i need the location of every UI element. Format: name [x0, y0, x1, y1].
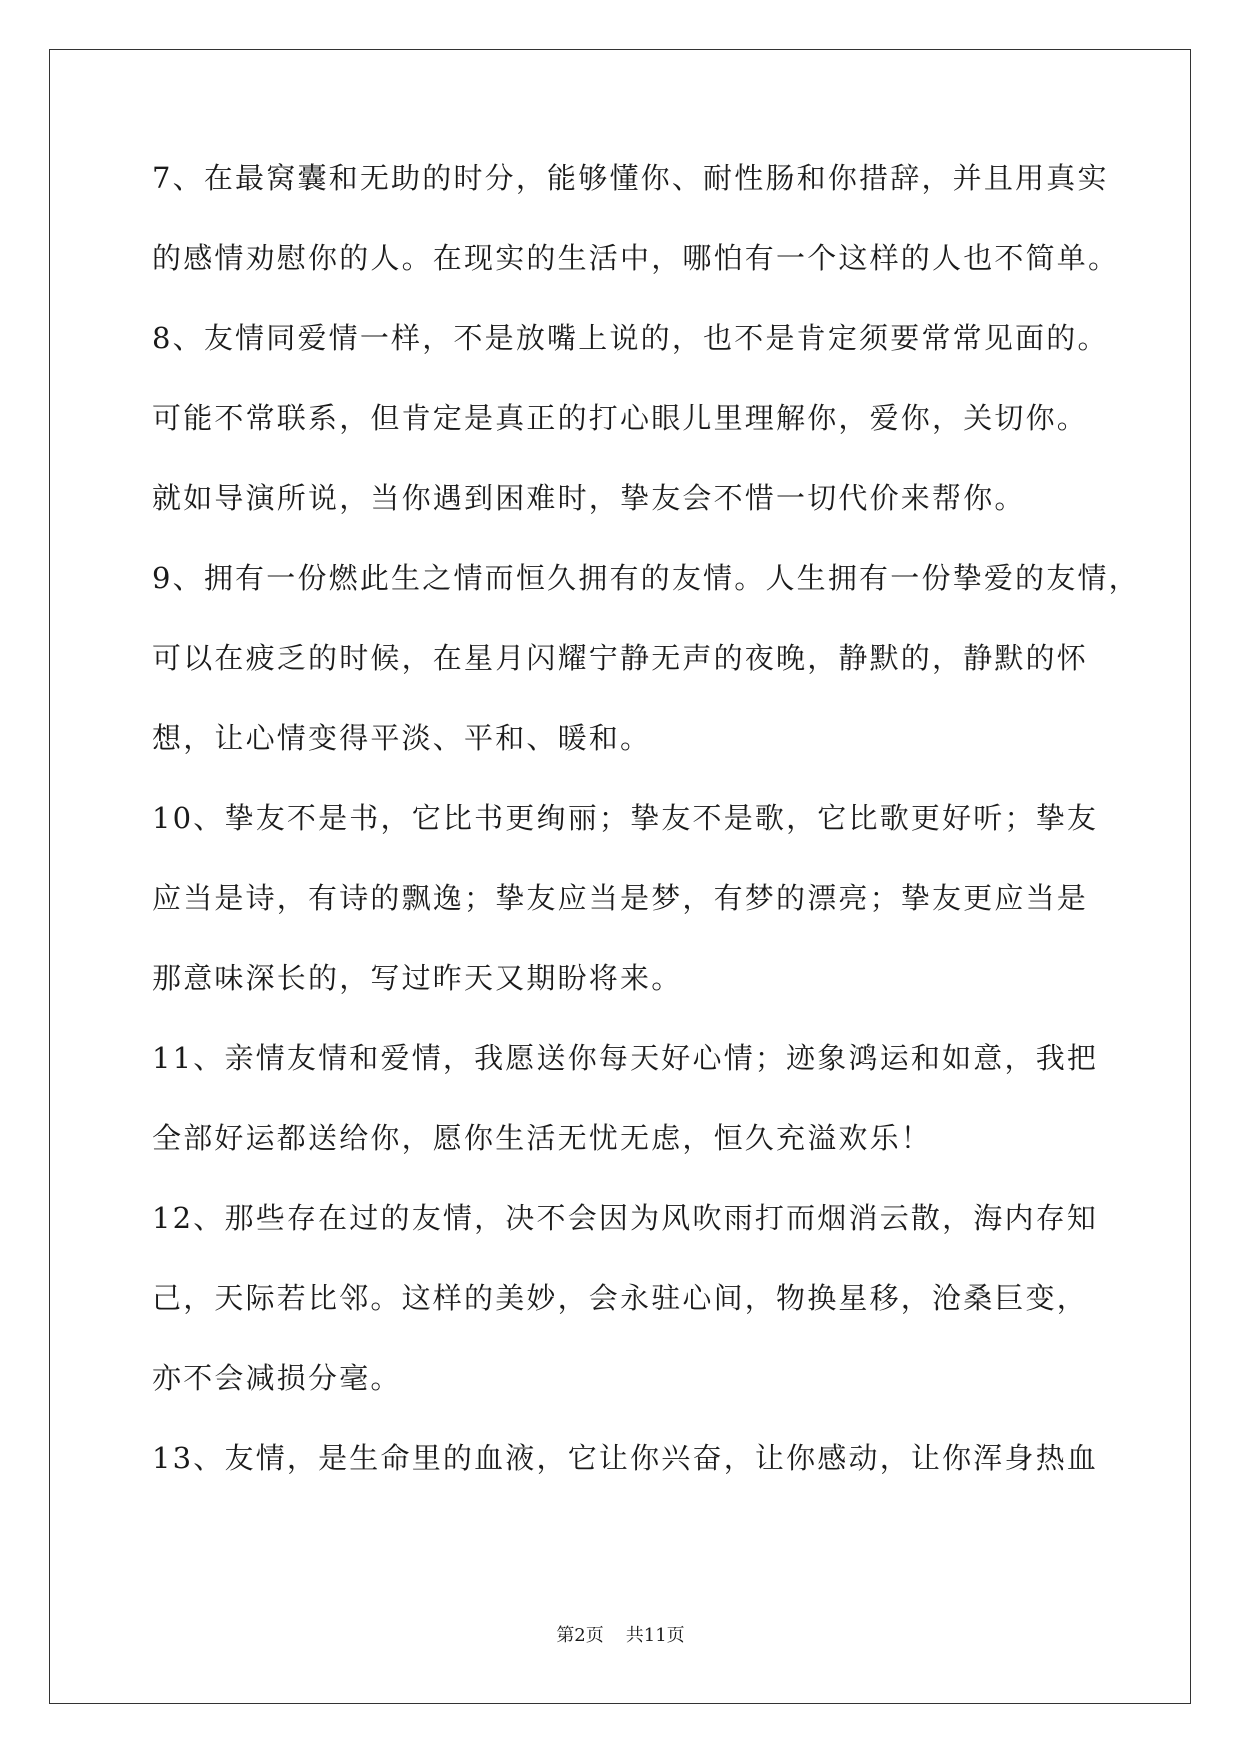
page-number: 第2页	[556, 1625, 604, 1646]
text-line: 应当是诗，有诗的飘逸；挚友应当是梦，有梦的漂亮；挚友更应当是	[152, 881, 1089, 915]
text-line: 11、亲情友情和爱情，我愿送你每天好心情；迹象鸿运和如意，我把	[152, 1041, 1099, 1075]
document-body	[152, 158, 1140, 1518]
text-line: 7、在最窝囊和无助的时分，能够懂你、耐性肠和你措辞，并且用真实	[152, 161, 1109, 195]
text-line: 想，让心情变得平淡、平和、暖和。	[152, 721, 652, 755]
text-line: 亦不会减损分毫。	[152, 1361, 402, 1395]
text-line: 10、挚友不是书，它比书更绚丽；挚友不是歌，它比歌更好听；挚友	[152, 801, 1099, 835]
text-line: 的感情劝慰你的人。在现实的生活中，哪怕有一个这样的人也不简单。	[152, 241, 1120, 275]
text-line: 可能不常联系，但肯定是真正的打心眼儿里理解你，爱你，关切你。	[152, 401, 1089, 435]
text-line: 那意味深长的，写过昨天又期盼将来。	[152, 961, 683, 995]
text-line: 己，天际若比邻。这样的美妙，会永驻心间，物换星移，沧桑巨变，	[152, 1281, 1089, 1315]
text-line: 就如导演所说，当你遇到困难时，挚友会不惜一切代价来帮你。	[152, 481, 1026, 515]
text-line: 8、友情同爱情一样，不是放嘴上说的，也不是肯定须要常常见面的。	[152, 321, 1109, 355]
page-footer	[0, 1624, 1241, 1648]
text-line: 全部好运都送给你，愿你生活无忧无虑，恒久充溢欢乐！	[152, 1121, 933, 1155]
text-line: 13、友情，是生命里的血液，它让你兴奋，让你感动，让你浑身热血	[152, 1441, 1099, 1475]
text-line: 12、那些存在过的友情，决不会因为风吹雨打而烟消云散，海内存知	[152, 1201, 1099, 1235]
total-pages: 共11页	[625, 1625, 685, 1646]
text-line: 9、拥有一份燃此生之情而恒久拥有的友情。人生拥有一份挚爱的友情，	[152, 561, 1140, 595]
text-line: 可以在疲乏的时候，在星月闪耀宁静无声的夜晚，静默的，静默的怀	[152, 641, 1089, 675]
